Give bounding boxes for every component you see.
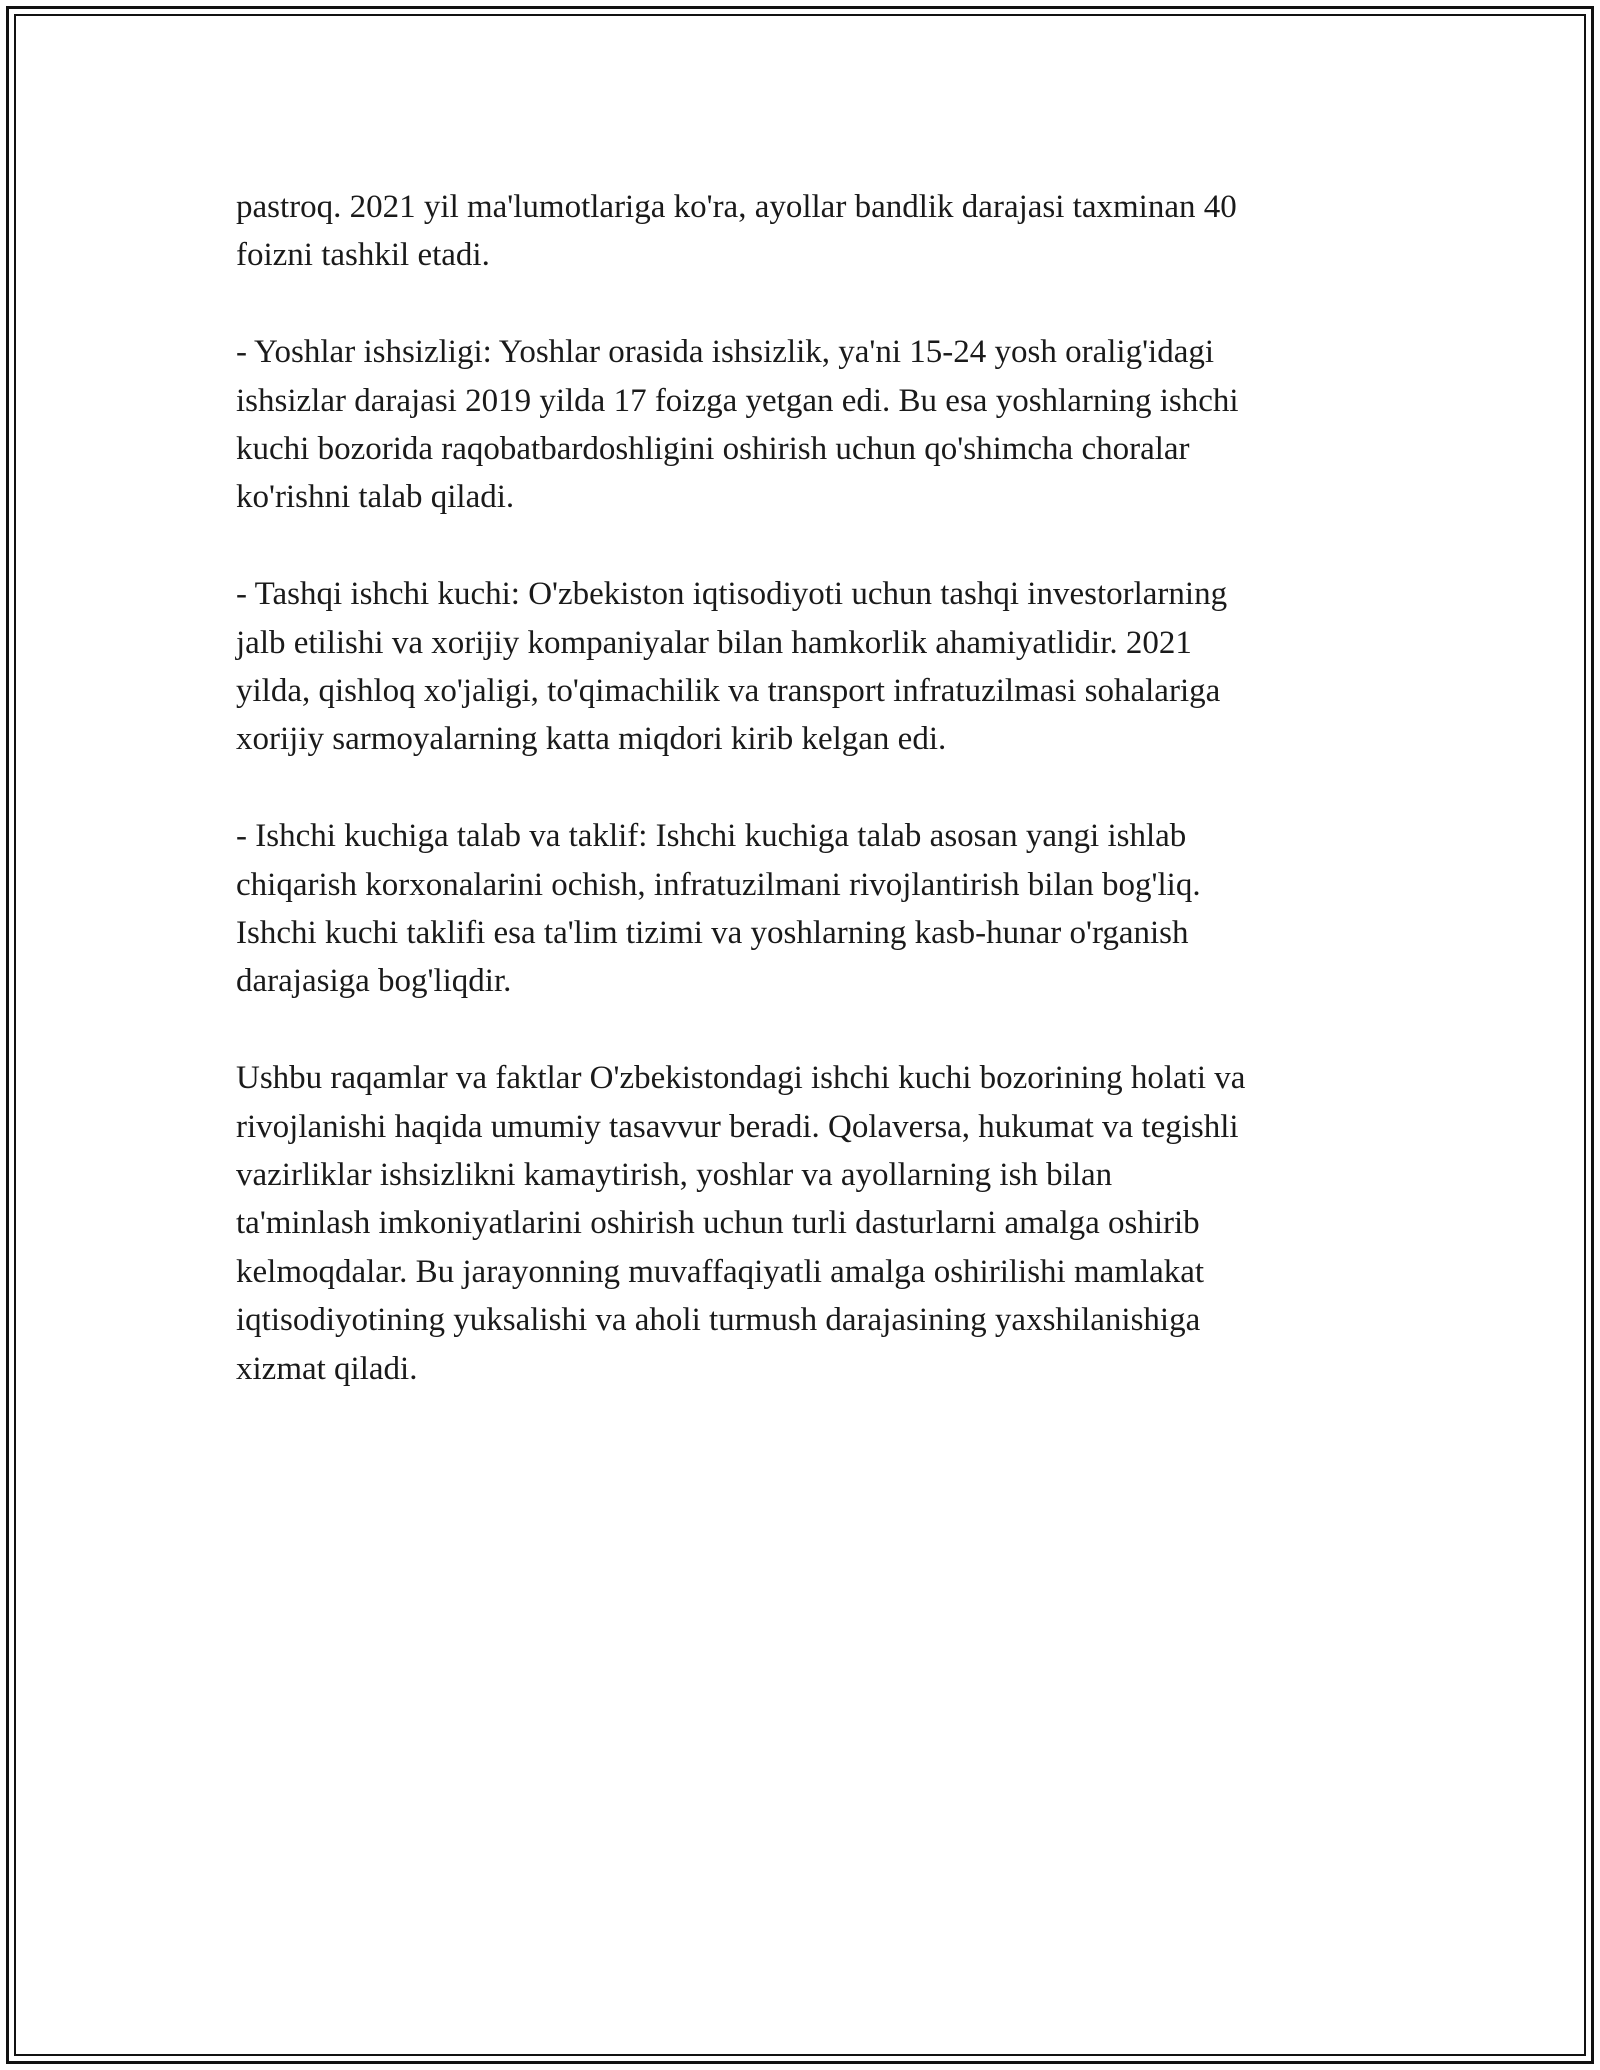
- text-line: - Ishchi kuchiga talab va taklif: Ishchi kuchiga talab asosan yangi ishlab: [236, 818, 1187, 855]
- text-line: iqtisodiyotining yuksalishi va aholi turmush darajasining yaxshilanishiga: [236, 1302, 1201, 1339]
- paragraph-conclusion: [236, 1054, 1376, 1393]
- text-line: pastroq. 2021 yil ma'lumotlariga ko'ra, ayollar bandlik darajasi taxminan 40: [236, 189, 1237, 225]
- paragraph-foreign-labor: [236, 570, 1376, 764]
- paragraph-labor-supply-demand: [236, 812, 1376, 1006]
- text-line: jalb etilishi va xorijiy kompaniyalar bilan hamkorlik ahamiyatlidir. 2021: [236, 624, 1192, 661]
- text-line: vazirliklar ishsizlikni kamaytirish, yoshlar va ayollarning ish bilan: [236, 1157, 1113, 1194]
- text-line: xorijiy sarmoyalarning katta miqdori kirib kelgan edi.: [236, 721, 947, 758]
- document-body: [236, 183, 1376, 1441]
- text-line: kelmoqdalar. Bu jarayonning muvaffaqiyatli amalga oshirilishi mamlakat: [236, 1253, 1205, 1290]
- text-line: yilda, qishloq xo'jaligi, to'qimachilik va transport infratuzilmasi sohalariga: [236, 673, 1221, 710]
- text-line: foizni tashkil etadi.: [236, 237, 490, 274]
- text-line: chiqarish korxonalarini ochish, infratuzilmani rivojlantirish bilan bog'liq.: [236, 866, 1201, 903]
- text-line: Ushbu raqamlar va faktlar O'zbekistondagi ishchi kuchi bozorining holati va: [236, 1060, 1246, 1097]
- text-line: ko'rishni talab qiladi.: [236, 479, 515, 516]
- text-line: Ishchi kuchi taklifi esa ta'lim tizimi va yoshlarning kasb-hunar o'rganish: [236, 915, 1189, 952]
- text-line: ta'minlash imkoniyatlarini oshirish uchun turli dasturlarni amalga oshirib: [236, 1205, 1200, 1242]
- text-line: ishsizlar darajasi 2019 yilda 17 foizga yetgan edi. Bu esa yoshlarning ishchi: [236, 382, 1239, 419]
- text-line: - Yoshlar ishsizligi: Yoshlar orasida ishsizlik, ya'ni 15-24 yosh oralig'idagi: [236, 334, 1215, 371]
- text-line: rivojlanishi haqida umumiy tasavvur beradi. Qolaversa, hukumat va tegishli: [236, 1108, 1239, 1145]
- text-line: - Tashqi ishchi kuchi: O'zbekiston iqtisodiyoti uchun tashqi investorlarning: [236, 576, 1228, 613]
- text-line: kuchi bozorida raqobatbardoshligini oshirish uchun qo'shimcha choralar: [236, 431, 1190, 468]
- paragraph-youth-unemployment: [236, 328, 1376, 522]
- paragraph-womens-employment-continued: [236, 183, 1376, 280]
- text-line: darajasiga bog'liqdir.: [236, 963, 512, 1000]
- text-line: xizmat qiladi.: [236, 1350, 418, 1387]
